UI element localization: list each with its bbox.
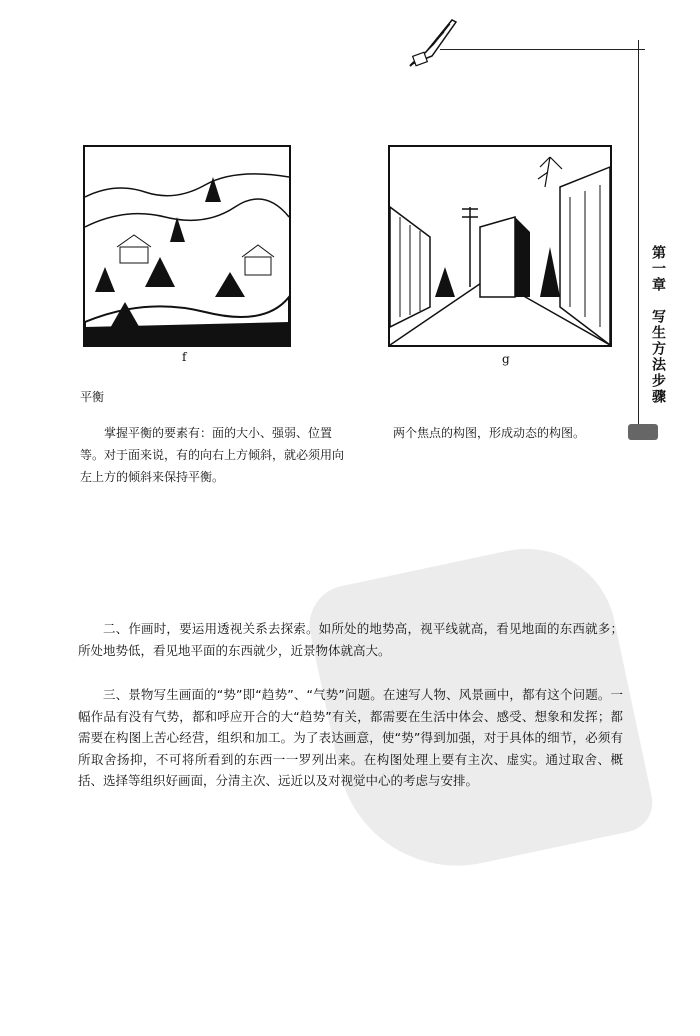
text-balance-left: 掌握平衡的要素有：面的大小、强弱、位置等。对于面来说，有的向右上方倾斜，就必须用向左上方的倾斜来保持平衡。 (80, 426, 345, 484)
margin-rule (638, 40, 639, 425)
landscape-sketch-icon (85, 147, 289, 345)
paragraph-two: 二、作画时，要运用透视关系去探索。如所处的地势高，视平线就高，看见地面的东西就多；所处地势低，看见地平面的东西就少，近景物体就高大。 (78, 621, 623, 658)
street-perspective-sketch-icon (390, 147, 610, 345)
heading-balance: 平衡 (80, 390, 105, 404)
figure-f-landscape (83, 145, 291, 347)
chapter-side-title: 第一章 写生方法步骤 (650, 245, 666, 405)
header-rule (440, 49, 645, 50)
text-focus-right: 两个焦点的构图，形成动态的构图。 (393, 426, 586, 440)
paragraph-three: 三、景物写生画面的“势”即“趋势”、“气势”问题。在速写人物、风景画中，都有这个问题。一幅作品有没有气势，都和呼应开合的大“趋势”有关，都需要在生活中体会、感受、想象和发挥；都需要在构图上苦心经营，组织和加工。为了表达画意，使“势”得到加强，对于具体的细节，必须有所取舍扬抑，不可将所看到的东西一一罗列出来。在构图处理上要有主次、虚实。通过取舍、概括、选择等组织好画面，分清主次、远近以及对视觉中心的考虑与安排。 (78, 687, 623, 788)
page-ornament (628, 424, 658, 440)
quill-pen-icon (404, 14, 460, 70)
figure-g-label: g (502, 352, 510, 366)
figure-g-street (388, 145, 612, 347)
figure-f-label: f (182, 350, 187, 364)
